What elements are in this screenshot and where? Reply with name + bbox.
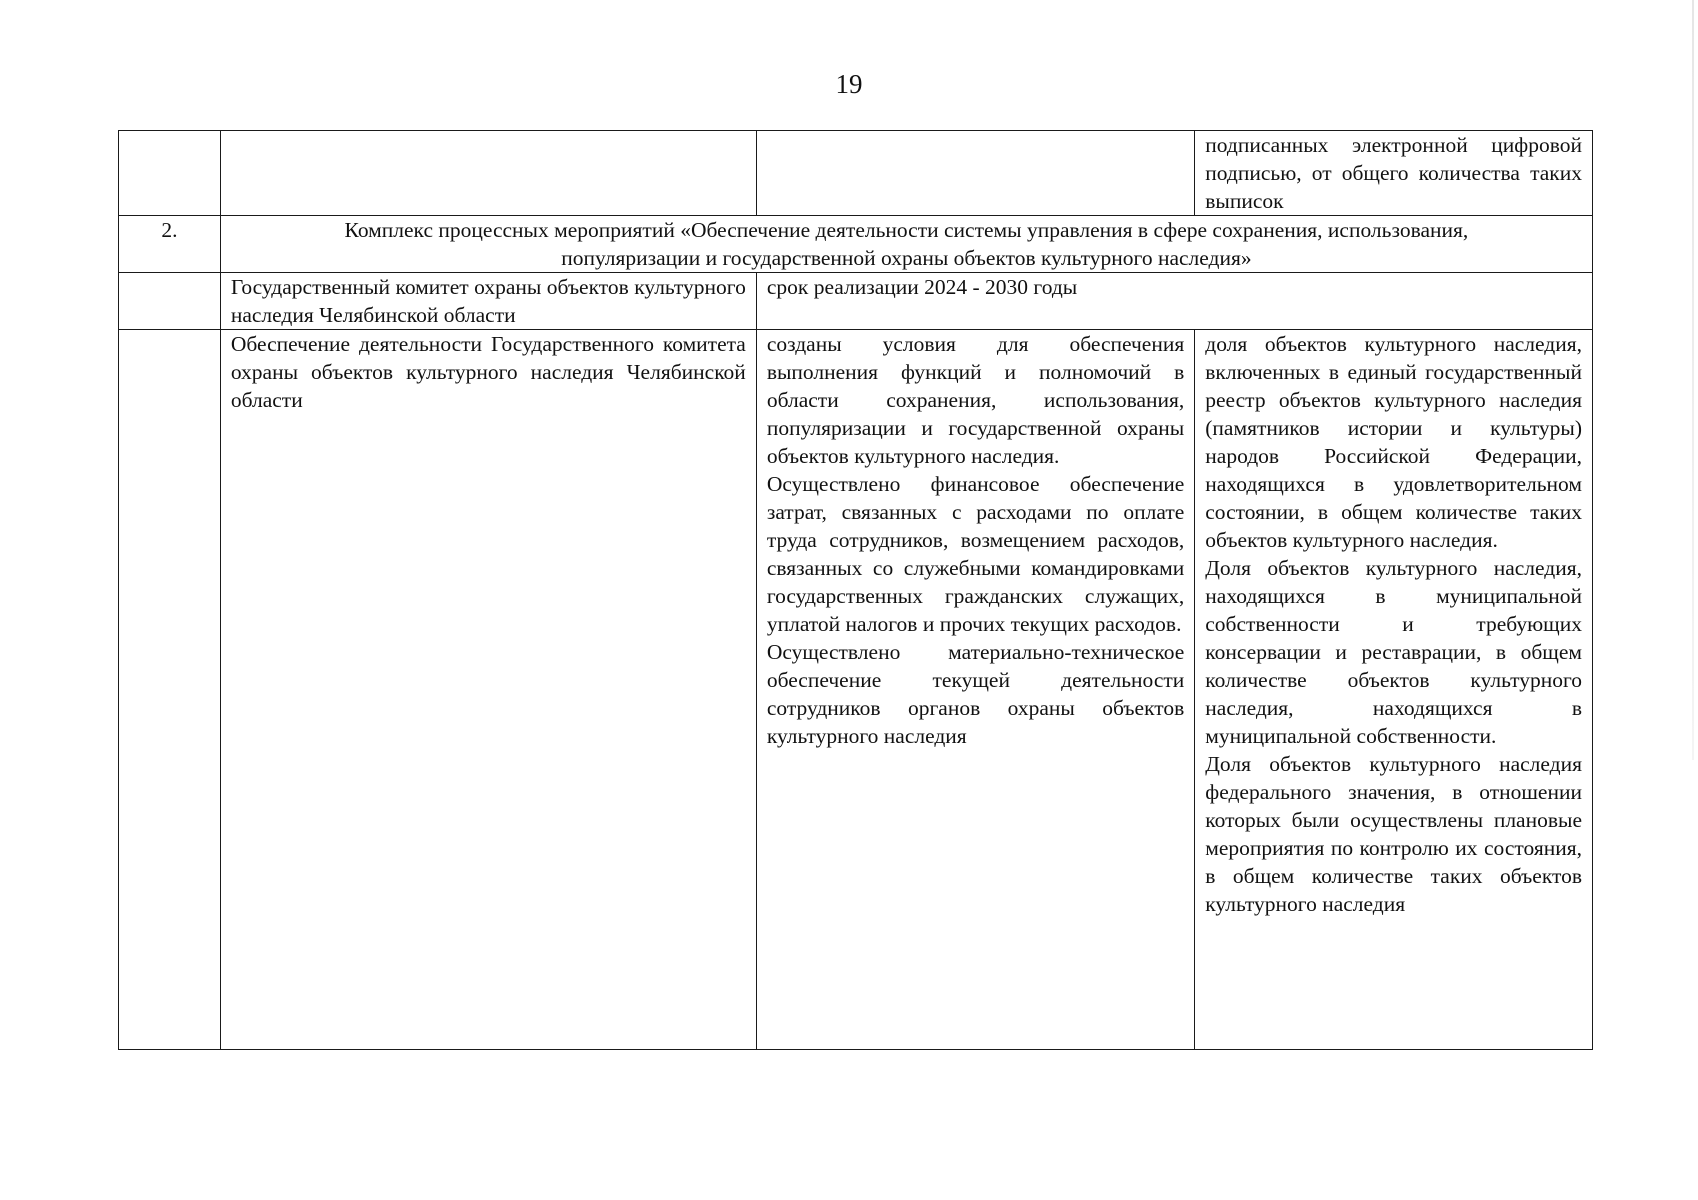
program-table bbox=[118, 130, 1593, 1050]
cell-result-empty bbox=[756, 131, 1194, 216]
indicator-paragraph: доля объектов культурного наследия, включенных в единый государственный реестр объектов культурного наследия (памятников истории и культуры) народов Российской Федерации, находящихся в удовлетворительном состоянии, в общем количестве таких объектов культурного наследия. bbox=[1205, 332, 1582, 552]
section-title-line-2: популяризации и государственной охраны объектов культурного наследия» bbox=[561, 246, 1252, 270]
table-row-task bbox=[119, 330, 1593, 1050]
scan-edge-artifact bbox=[1692, 0, 1694, 760]
table-row-section bbox=[119, 216, 1593, 273]
responsible-body: Государственный комитет охраны объектов культурного наследия Челябинской области bbox=[220, 273, 756, 330]
section-number: 2. bbox=[119, 216, 221, 273]
table-row-continuation bbox=[119, 131, 1593, 216]
table-row-responsible bbox=[119, 273, 1593, 330]
section-title bbox=[220, 216, 1592, 273]
result-paragraph: Осуществлено финансовое обеспечение затрат, связанных с расходами по оплате труда сотрудников, возмещением расходов, связанных со служебными командировками государственных гражданских служащих, уплатой налогов и прочих текущих расходов. bbox=[766, 472, 1185, 636]
task-description: Обеспечение деятельности Государственного комитета охраны объектов культурного наследия Челябинской области bbox=[220, 330, 756, 1050]
result-paragraph: Осуществлено материально-техническое обеспечение текущей деятельности сотрудников органов охраны объектов культурного наследия bbox=[766, 640, 1185, 748]
indicator-paragraph: Доля объектов культурного наследия федерального значения, в отношении которых были осуществлены плановые мероприятия по контролю их состояния, в общем количестве таких объектов культурного наследия bbox=[1205, 752, 1582, 916]
cell-indicator-continuation: подписанных электронной цифровой подписью, от общего количества таких выписок bbox=[1195, 131, 1593, 216]
section-title-line-1: Комплекс процессных мероприятий «Обеспечение деятельности системы управления в сфере сохранения, использования, bbox=[344, 218, 1469, 242]
result-paragraph: созданы условия для обеспечения выполнения функций и полномочий в области сохранения, использования, популяризации и государственной охраны объектов культурного наследия. bbox=[766, 332, 1185, 468]
cell-number-empty bbox=[119, 330, 221, 1050]
page-number: 19 bbox=[835, 69, 863, 99]
task-indicators bbox=[1195, 330, 1593, 1050]
task-results bbox=[756, 330, 1194, 1050]
cell-number-empty bbox=[119, 131, 221, 216]
cell-number-empty bbox=[119, 273, 221, 330]
implementation-period: срок реализации 2024 - 2030 годы bbox=[756, 273, 1592, 330]
cell-task-empty bbox=[220, 131, 756, 216]
indicator-paragraph: Доля объектов культурного наследия, находящихся в муниципальной собственности и требующих консервации и реставрации, в общем количестве объектов культурного наследия, находящихся в муниципальной собственности. bbox=[1205, 556, 1582, 748]
